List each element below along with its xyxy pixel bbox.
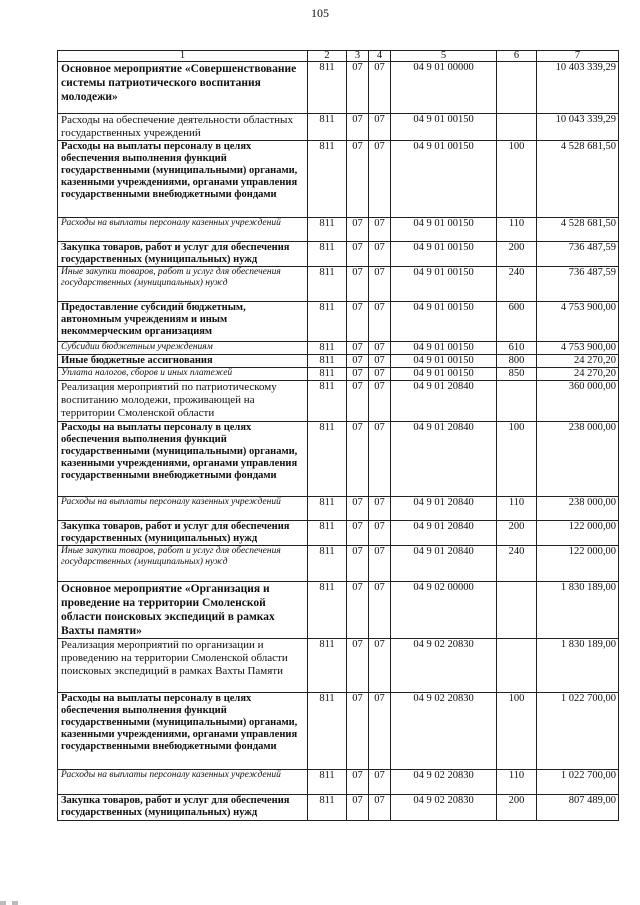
row-name-cell: Иные бюджетные ассигнования [58,355,308,368]
expense-type-cell: 100 [497,693,537,770]
ministry-code-cell: 811 [308,355,347,368]
table-row [58,795,619,821]
table-row [58,381,619,422]
target-article-cell: 04 9 01 20840 [391,546,497,582]
section-code-cell: 07 [347,267,369,302]
section-code-cell: 07 [347,141,369,218]
table-row [58,546,619,582]
expense-type-cell: 200 [497,242,537,267]
header-cell: 3 [347,51,369,62]
expense-type-cell: 110 [497,497,537,521]
section-code-cell: 07 [347,693,369,770]
section-code-cell: 07 [347,381,369,422]
row-name-cell: Иные закупки товаров, работ и услуг для обеспечения государственных (муниципальных) нужд [58,267,308,302]
subsection-code-cell: 07 [369,141,391,218]
expense-type-cell: 100 [497,141,537,218]
subsection-code-cell: 07 [369,381,391,422]
table-row [58,342,619,355]
subsection-code-cell: 07 [369,795,391,821]
row-name-cell: Расходы на выплаты персоналу казенных учреждений [58,770,308,795]
ministry-code-cell: 811 [308,639,347,693]
amount-cell: 122 000,00 [537,521,619,546]
section-code-cell: 07 [347,521,369,546]
expense-type-cell: 110 [497,770,537,795]
row-name-cell: Расходы на выплаты персоналу казенных учреждений [58,497,308,521]
amount-cell: 4 528 681,50 [537,218,619,242]
ministry-code-cell: 811 [308,770,347,795]
section-code-cell: 07 [347,639,369,693]
target-article-cell: 04 9 02 20830 [391,693,497,770]
amount-cell: 1 830 189,00 [537,639,619,693]
section-code-cell: 07 [347,770,369,795]
amount-cell: 24 270,20 [537,368,619,381]
ministry-code-cell: 811 [308,368,347,381]
ministry-code-cell: 811 [308,497,347,521]
subsection-code-cell: 07 [369,422,391,497]
target-article-cell: 04 9 01 00150 [391,267,497,302]
target-article-cell: 04 9 01 00150 [391,218,497,242]
header-cell: 4 [369,51,391,62]
ministry-code-cell: 811 [308,422,347,497]
subsection-code-cell: 07 [369,521,391,546]
table-row [58,368,619,381]
ministry-code-cell: 811 [308,381,347,422]
expense-type-cell: 600 [497,302,537,342]
section-code-cell: 07 [347,546,369,582]
header-cell: 7 [537,51,619,62]
subsection-code-cell: 07 [369,342,391,355]
row-name-cell: Основное мероприятие «Совершенствование системы патриотического воспитания молодежи» [58,62,308,114]
row-name-cell: Расходы на выплаты персоналу в целях обеспечения выполнения функций государственными (муниципальными) органами, казенными учреждениями, органами управления государственными внебюджетными фондами [58,422,308,497]
table-row [58,62,619,114]
row-name-cell: Расходы на выплаты персоналу в целях обеспечения выполнения функций государственными (муниципальными) органами, казенными учреждениями, органами управления государственными внебюджетными фондами [58,693,308,770]
expense-type-cell [497,62,537,114]
section-code-cell: 07 [347,795,369,821]
ministry-code-cell: 811 [308,795,347,821]
ministry-code-cell: 811 [308,302,347,342]
subsection-code-cell: 07 [369,639,391,693]
table-row [58,242,619,267]
target-article-cell: 04 9 01 00150 [391,368,497,381]
subsection-code-cell: 07 [369,114,391,141]
ministry-code-cell: 811 [308,693,347,770]
row-name-cell: Основное мероприятие «Организация и проведение на территории Смоленской области поисковых экспедиций в рамках Вахты памяти» [58,582,308,639]
amount-cell: 122 000,00 [537,546,619,582]
amount-cell: 10 043 339,29 [537,114,619,141]
table-row [58,141,619,218]
section-code-cell: 07 [347,355,369,368]
expense-type-cell: 200 [497,521,537,546]
section-code-cell: 07 [347,62,369,114]
section-code-cell: 07 [347,114,369,141]
row-name-cell: Закупка товаров, работ и услуг для обеспечения государственных (муниципальных) нужд [58,795,308,821]
amount-cell: 238 000,00 [537,422,619,497]
target-article-cell: 04 9 01 00150 [391,302,497,342]
table-row [58,267,619,302]
table-row [58,770,619,795]
subsection-code-cell: 07 [369,546,391,582]
subsection-code-cell: 07 [369,693,391,770]
target-article-cell: 04 9 02 00000 [391,582,497,639]
amount-cell: 360 000,00 [537,381,619,422]
amount-cell: 1 022 700,00 [537,693,619,770]
expense-type-cell: 850 [497,368,537,381]
table-row [58,302,619,342]
ministry-code-cell: 811 [308,546,347,582]
table-row [58,693,619,770]
expense-type-cell: 100 [497,422,537,497]
subsection-code-cell: 07 [369,368,391,381]
ministry-code-cell: 811 [308,267,347,302]
target-article-cell: 04 9 01 20840 [391,381,497,422]
row-name-cell: Субсидии бюджетным учреждениям [58,342,308,355]
section-code-cell: 07 [347,368,369,381]
expense-type-cell [497,639,537,693]
expense-type-cell: 800 [497,355,537,368]
target-article-cell: 04 9 02 20830 [391,795,497,821]
target-article-cell: 04 9 01 00150 [391,355,497,368]
target-article-cell: 04 9 01 20840 [391,497,497,521]
section-code-cell: 07 [347,218,369,242]
table-row [58,422,619,497]
expense-type-cell [497,114,537,141]
section-code-cell: 07 [347,422,369,497]
table-row [58,521,619,546]
expense-type-cell [497,582,537,639]
ministry-code-cell: 811 [308,582,347,639]
expense-type-cell: 610 [497,342,537,355]
amount-cell: 4 753 900,00 [537,342,619,355]
amount-cell: 1 022 700,00 [537,770,619,795]
header-cell: 2 [308,51,347,62]
table-row [58,114,619,141]
target-article-cell: 04 9 01 00150 [391,342,497,355]
amount-cell: 1 830 189,00 [537,582,619,639]
table-row [58,639,619,693]
ministry-code-cell: 811 [308,62,347,114]
table-row [58,582,619,639]
subsection-code-cell: 07 [369,242,391,267]
subsection-code-cell: 07 [369,355,391,368]
expense-type-cell: 110 [497,218,537,242]
expense-type-cell: 240 [497,546,537,582]
subsection-code-cell: 07 [369,218,391,242]
subsection-code-cell: 07 [369,770,391,795]
budget-table [57,50,619,821]
expense-type-cell: 200 [497,795,537,821]
table-row [58,218,619,242]
ministry-code-cell: 811 [308,521,347,546]
row-name-cell: Расходы на выплаты персоналу в целях обеспечения выполнения функций государственными (муниципальными) органами, казенными учреждениями, органами управления государственными внебюджетными фондами [58,141,308,218]
amount-cell: 4 753 900,00 [537,302,619,342]
target-article-cell: 04 9 01 00150 [391,242,497,267]
section-code-cell: 07 [347,497,369,521]
target-article-cell: 04 9 01 20840 [391,422,497,497]
ministry-code-cell: 811 [308,242,347,267]
amount-cell: 736 487,59 [537,267,619,302]
row-name-cell: Уплата налогов, сборов и иных платежей [58,368,308,381]
subsection-code-cell: 07 [369,497,391,521]
header-row [58,51,619,62]
row-name-cell: Реализация мероприятий по патриотическому воспитанию молодежи, проживающей на территории Смоленской области [58,381,308,422]
amount-cell: 4 528 681,50 [537,141,619,218]
ministry-code-cell: 811 [308,141,347,218]
target-article-cell: 04 9 01 00000 [391,62,497,114]
scan-artifact [0,901,60,905]
subsection-code-cell: 07 [369,302,391,342]
row-name-cell: Расходы на обеспечение деятельности областных государственных учреждений [58,114,308,141]
ministry-code-cell: 811 [308,114,347,141]
subsection-code-cell: 07 [369,62,391,114]
header-cell: 5 [391,51,497,62]
section-code-cell: 07 [347,242,369,267]
ministry-code-cell: 811 [308,218,347,242]
amount-cell: 24 270,20 [537,355,619,368]
expense-type-cell [497,381,537,422]
row-name-cell: Иные закупки товаров, работ и услуг для обеспечения государственных (муниципальных) нужд [58,546,308,582]
amount-cell: 807 489,00 [537,795,619,821]
target-article-cell: 04 9 01 20840 [391,521,497,546]
header-cell: 1 [58,51,308,62]
section-code-cell: 07 [347,582,369,639]
amount-cell: 238 000,00 [537,497,619,521]
table-row [58,355,619,368]
row-name-cell: Закупка товаров, работ и услуг для обеспечения государственных (муниципальных) нужд [58,521,308,546]
subsection-code-cell: 07 [369,582,391,639]
target-article-cell: 04 9 02 20830 [391,770,497,795]
header-cell: 6 [497,51,537,62]
table-row [58,497,619,521]
amount-cell: 736 487,59 [537,242,619,267]
row-name-cell: Закупка товаров, работ и услуг для обеспечения государственных (муниципальных) нужд [58,242,308,267]
target-article-cell: 04 9 01 00150 [391,141,497,218]
ministry-code-cell: 811 [308,342,347,355]
page-number: 105 [311,6,329,20]
amount-cell: 10 403 339,29 [537,62,619,114]
row-name-cell: Расходы на выплаты персоналу казенных учреждений [58,218,308,242]
target-article-cell: 04 9 01 00150 [391,114,497,141]
target-article-cell: 04 9 02 20830 [391,639,497,693]
row-name-cell: Предоставление субсидий бюджетным, автономным учреждениям и иным некоммерческим организациям [58,302,308,342]
row-name-cell: Реализация мероприятий по организации и проведению на территории Смоленской области поисковых экспедиций в рамках Вахты Памяти [58,639,308,693]
subsection-code-cell: 07 [369,267,391,302]
expense-type-cell: 240 [497,267,537,302]
section-code-cell: 07 [347,342,369,355]
section-code-cell: 07 [347,302,369,342]
